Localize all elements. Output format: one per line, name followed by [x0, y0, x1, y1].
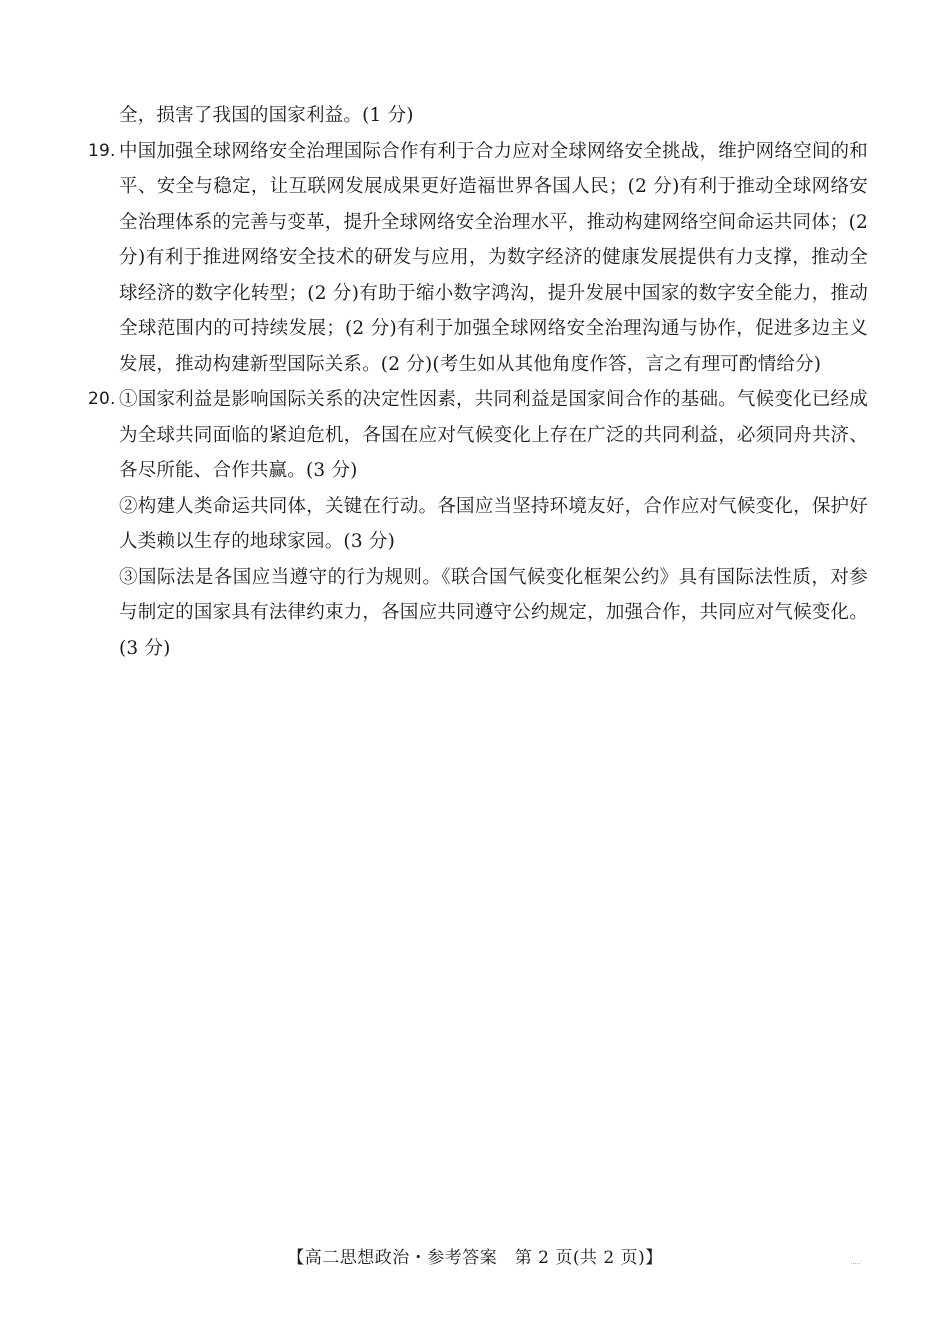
answer-20-point-3: ③国际法是各国应当遵守的行为规则。《联合国气候变化框架公约》具有国际法性质，对参与制定的国家具有法律约束力，各国应共同遵守公约规定，加强合作，共同应对气候变化。(3 分) [119, 566, 868, 659]
question-number-20: 20. [88, 389, 116, 409]
answer-20 [88, 382, 868, 666]
answer-body-20 [119, 382, 868, 666]
continuation-line: 全，损害了我国的国家利益。(1 分) [119, 105, 414, 126]
answer-content [88, 98, 868, 666]
answer-19 [88, 134, 868, 383]
answer-body-19 [119, 134, 868, 383]
question-number-19: 19. [88, 140, 116, 161]
answer-20-point-2: ②构建人类命运共同体，关键在行动。各国应当坚持环境友好，合作应对气候变化，保护好人类赖以生存的地球家园。(3 分) [119, 495, 868, 552]
scan-artifact-mark [851, 1263, 860, 1266]
answer-19-text: 中国加强全球网络安全治理国际合作有利于合力应对全球网络安全挑战，维护网络空间的和平、安全与稳定，让互联网发展成果更好造福世界各国人民；(2 分)有利于推动全球网络安全治理体系的完善与变革，提升全球网络安全治理水平，推动构建网络空间命运共同体；(2 分)有利于推进网络安全技术的研发与应用，为数字经济的健康发展提供有力支撑，推动全球经济的数字化转型；(2 分)有助于缩小数字鸿沟，提升发展中国家的数字安全能力，推动全球范围内的可持续发展；(2 分)有利于加强全球网络安全治理沟通与协作，促进多边主义发展，推动构建新型国际关系。(2 分)(考生如从其他角度作答，言之有理可酌情给分) [119, 140, 868, 375]
page-footer: 【高二思想政治・参考答案 第 2 页(共 2 页)】 [287, 1248, 663, 1268]
answer-20-point-1: ①国家利益是影响国际关系的决定性因素，共同利益是国家间合作的基础。气候变化已经成为全球共同面临的紧迫危机，各国在应对气候变化上存在广泛的共同利益，必须同舟共济、各尽所能、合作共赢。(3 分) [119, 389, 868, 481]
